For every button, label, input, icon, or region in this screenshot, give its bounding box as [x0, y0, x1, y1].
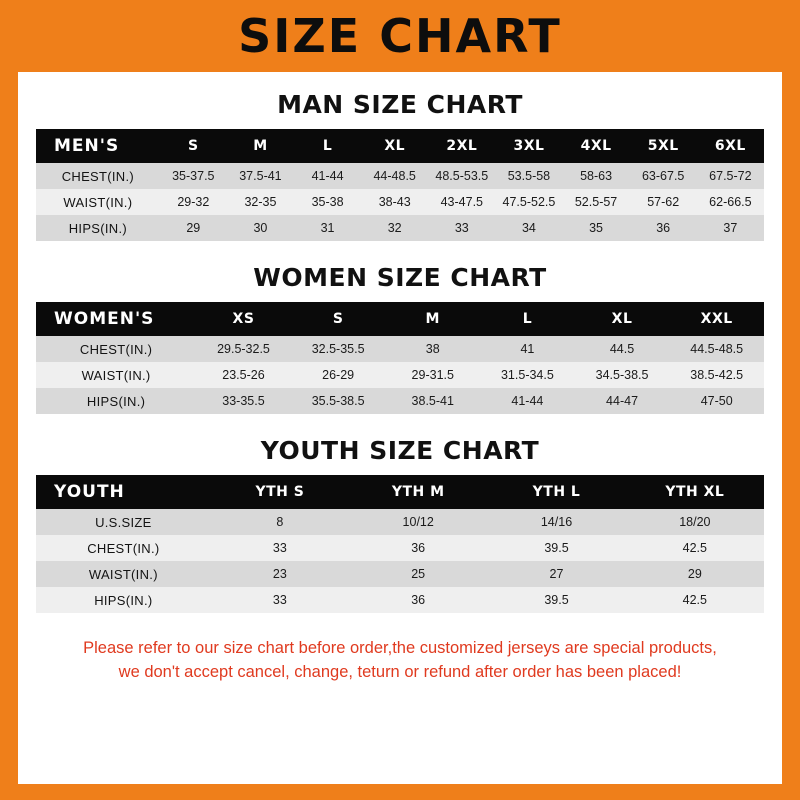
- men-cell-0-3: 44-48.5: [361, 163, 428, 189]
- women-cell-2-1: 35.5-38.5: [291, 388, 386, 414]
- men-col-3: XL: [361, 129, 428, 163]
- women-col-3: L: [480, 302, 575, 336]
- women-cell-1-0: 23.5-26: [196, 362, 291, 388]
- chart-content: [18, 72, 782, 784]
- men-col-7: 5XL: [630, 129, 697, 163]
- men-col-8: 6XL: [697, 129, 764, 163]
- youth-row-label-1: CHEST(IN.): [36, 535, 211, 561]
- youth-cell-1-3: 42.5: [626, 535, 764, 561]
- youth-cell-3-3: 42.5: [626, 587, 764, 613]
- women-cell-0-5: 44.5-48.5: [669, 336, 764, 362]
- women-cell-2-4: 44-47: [575, 388, 670, 414]
- table-row: [36, 163, 764, 189]
- women-cell-0-1: 32.5-35.5: [291, 336, 386, 362]
- men-cell-0-8: 67.5-72: [697, 163, 764, 189]
- youth-cell-2-3: 29: [626, 561, 764, 587]
- youth-cell-0-0: 8: [211, 509, 349, 535]
- women-col-5: XXL: [669, 302, 764, 336]
- youth-cell-0-2: 14/16: [487, 509, 625, 535]
- men-cell-2-1: 30: [227, 215, 294, 241]
- section-title-youth: YOUTH SIZE CHART: [260, 436, 540, 465]
- youth-size-table: [36, 475, 764, 613]
- men-cell-2-6: 35: [563, 215, 630, 241]
- men-cell-2-7: 36: [630, 215, 697, 241]
- women-cell-1-1: 26-29: [291, 362, 386, 388]
- men-col-4: 2XL: [428, 129, 495, 163]
- women-col-4: XL: [575, 302, 670, 336]
- men-cell-2-8: 37: [697, 215, 764, 241]
- men-col-6: 4XL: [563, 129, 630, 163]
- women-col-1: S: [291, 302, 386, 336]
- youth-cell-3-2: 39.5: [487, 587, 625, 613]
- youth-col-3: YTH XL: [626, 475, 764, 509]
- men-cell-1-4: 43-47.5: [428, 189, 495, 215]
- women-col-0: XS: [196, 302, 291, 336]
- women-cell-2-2: 38.5-41: [385, 388, 480, 414]
- men-cell-1-3: 38-43: [361, 189, 428, 215]
- women-row-label-0: CHEST(IN.): [36, 336, 196, 362]
- women-cell-0-0: 29.5-32.5: [196, 336, 291, 362]
- table-row: [36, 388, 764, 414]
- women-size-table: [36, 302, 764, 414]
- youth-cell-1-1: 36: [349, 535, 487, 561]
- youth-col-0: YTH S: [211, 475, 349, 509]
- men-cell-0-4: 48.5-53.5: [428, 163, 495, 189]
- youth-row-label-2: WAIST(IN.): [36, 561, 211, 587]
- men-cell-1-8: 62-66.5: [697, 189, 764, 215]
- footer-note: [36, 627, 764, 685]
- youth-cell-2-2: 27: [487, 561, 625, 587]
- youth-col-1: YTH M: [349, 475, 487, 509]
- youth-cell-0-3: 18/20: [626, 509, 764, 535]
- women-cell-2-3: 41-44: [480, 388, 575, 414]
- men-cell-2-5: 34: [495, 215, 562, 241]
- page-title: SIZE CHART: [238, 9, 562, 63]
- youth-row-label-3: HIPS(IN.): [36, 587, 211, 613]
- men-cell-2-3: 32: [361, 215, 428, 241]
- youth-row-header: YOUTH: [36, 475, 211, 509]
- header-band: [0, 0, 800, 72]
- men-cell-1-6: 52.5-57: [563, 189, 630, 215]
- youth-cell-1-0: 33: [211, 535, 349, 561]
- women-cell-2-5: 47-50: [669, 388, 764, 414]
- youth-cell-0-1: 10/12: [349, 509, 487, 535]
- table-row: [36, 362, 764, 388]
- men-size-table: [36, 129, 764, 241]
- men-cell-0-6: 58-63: [563, 163, 630, 189]
- men-col-1: M: [227, 129, 294, 163]
- table-row: [36, 561, 764, 587]
- men-cell-1-2: 35-38: [294, 189, 361, 215]
- women-cell-1-2: 29-31.5: [385, 362, 480, 388]
- men-row-label-1: WAIST(IN.): [36, 189, 160, 215]
- men-cell-0-1: 37.5-41: [227, 163, 294, 189]
- footer-note-line-2: we don't accept cancel, change, teturn or refund after order has been placed!: [118, 662, 682, 681]
- men-col-5: 3XL: [495, 129, 562, 163]
- table-row: [36, 189, 764, 215]
- table-row: [36, 587, 764, 613]
- table-row: [36, 336, 764, 362]
- men-cell-2-0: 29: [160, 215, 227, 241]
- youth-cell-1-2: 39.5: [487, 535, 625, 561]
- men-row-header: MEN'S: [36, 129, 160, 163]
- section-title-women: WOMEN SIZE CHART: [253, 263, 547, 292]
- youth-cell-2-0: 23: [211, 561, 349, 587]
- table-header-row: [36, 129, 764, 163]
- men-col-0: S: [160, 129, 227, 163]
- youth-cell-3-0: 33: [211, 587, 349, 613]
- men-row-label-0: CHEST(IN.): [36, 163, 160, 189]
- men-cell-1-1: 32-35: [227, 189, 294, 215]
- table-row: [36, 535, 764, 561]
- footer-note-line-1: Please refer to our size chart before order,the customized jerseys are special products,: [83, 639, 717, 657]
- men-col-2: L: [294, 129, 361, 163]
- women-row-header: WOMEN'S: [36, 302, 196, 336]
- table-row: [36, 509, 764, 535]
- men-cell-0-0: 35-37.5: [160, 163, 227, 189]
- women-cell-0-4: 44.5: [575, 336, 670, 362]
- men-cell-1-0: 29-32: [160, 189, 227, 215]
- bottom-band: [0, 784, 800, 800]
- men-cell-2-2: 31: [294, 215, 361, 241]
- men-cell-0-7: 63-67.5: [630, 163, 697, 189]
- women-cell-1-4: 34.5-38.5: [575, 362, 670, 388]
- youth-cell-3-1: 36: [349, 587, 487, 613]
- men-row-label-2: HIPS(IN.): [36, 215, 160, 241]
- men-cell-1-7: 57-62: [630, 189, 697, 215]
- table-row: [36, 215, 764, 241]
- youth-col-2: YTH L: [487, 475, 625, 509]
- women-row-label-1: WAIST(IN.): [36, 362, 196, 388]
- men-cell-0-2: 41-44: [294, 163, 361, 189]
- women-cell-1-3: 31.5-34.5: [480, 362, 575, 388]
- men-cell-2-4: 33: [428, 215, 495, 241]
- women-cell-0-2: 38: [385, 336, 480, 362]
- women-cell-1-5: 38.5-42.5: [669, 362, 764, 388]
- men-cell-0-5: 53.5-58: [495, 163, 562, 189]
- table-header-row: [36, 475, 764, 509]
- women-cell-0-3: 41: [480, 336, 575, 362]
- table-header-row: [36, 302, 764, 336]
- section-title-man: MAN SIZE CHART: [277, 90, 523, 119]
- women-col-2: M: [385, 302, 480, 336]
- men-cell-1-5: 47.5-52.5: [495, 189, 562, 215]
- women-cell-2-0: 33-35.5: [196, 388, 291, 414]
- youth-row-label-0: U.S.SIZE: [36, 509, 211, 535]
- youth-cell-2-1: 25: [349, 561, 487, 587]
- women-row-label-2: HIPS(IN.): [36, 388, 196, 414]
